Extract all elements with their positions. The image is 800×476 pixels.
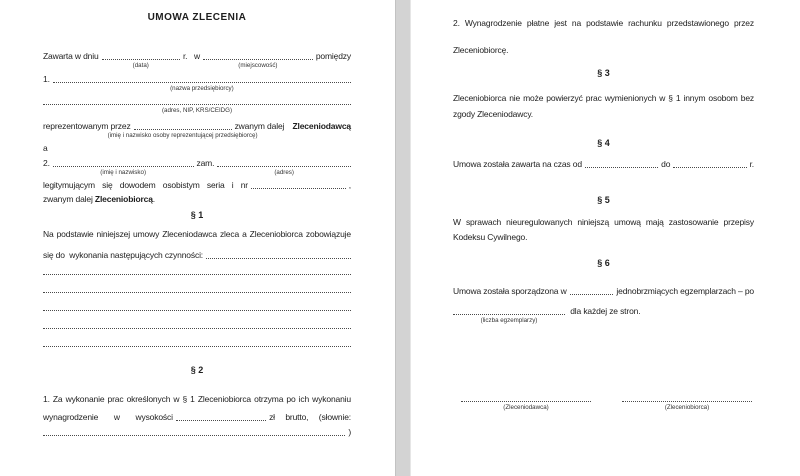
page-1 xyxy=(0,0,396,476)
text-segment: Na podstawie niniejszej umowy Zleceniodawca zleca a Zleceniobiorca zobowiązuje xyxy=(43,229,351,239)
clause1-text-1 xyxy=(43,229,351,240)
section-heading xyxy=(43,365,351,376)
signature-dotted-line xyxy=(622,393,752,402)
blank-dotted-line xyxy=(43,285,351,295)
field-label: (imię i nazwisko osoby reprezentującej przedsiębiorcę) xyxy=(107,132,258,139)
clause2-text-5 xyxy=(453,45,754,56)
title-text: UMOWA ZLECENIA xyxy=(147,12,247,23)
signature-dotted-line xyxy=(461,393,591,402)
clause6-text-1 xyxy=(453,286,754,297)
clause3-text-1 xyxy=(453,93,754,104)
text-segment: . xyxy=(152,194,156,204)
text-segment: r. xyxy=(749,159,754,169)
blank-dotted-line xyxy=(43,321,351,331)
dotted-fill-line xyxy=(43,346,351,347)
dotted-fill-line xyxy=(43,310,351,311)
text-segment: r. w xyxy=(182,51,201,61)
clause6-text-2 xyxy=(453,306,754,324)
section-heading xyxy=(453,195,754,206)
clause2-text-3 xyxy=(43,427,351,438)
field-label: (adres) xyxy=(274,169,294,176)
dotted-fill-line xyxy=(43,274,351,275)
clause2-text-4 xyxy=(453,18,754,29)
text-segment: Umowa została zawarta na czas od xyxy=(453,159,582,169)
text-segment: legitymującym się dowodem osobistym seria i nr xyxy=(43,180,248,190)
clause4-duration-line xyxy=(453,159,754,170)
party2-alias-line xyxy=(43,194,351,205)
conjunction-line xyxy=(43,143,351,154)
section-heading xyxy=(453,68,754,79)
text-segment: zam. xyxy=(196,158,215,168)
field-label: (nazwa przedsiębiorcy) xyxy=(170,85,234,92)
text-segment: zwanym dalej xyxy=(43,194,95,204)
heading-text: § 5 xyxy=(597,195,610,205)
text-segment: zwanym dalej xyxy=(234,121,287,131)
representative-line xyxy=(43,121,351,139)
heading-text: § 2 xyxy=(190,365,204,375)
text-segment: 2. xyxy=(43,158,50,168)
text-segment: Zawarta w dniu xyxy=(43,51,99,61)
party1-address-line xyxy=(43,96,351,114)
heading-text: § 1 xyxy=(190,210,204,220)
dotted-fill-line xyxy=(107,129,258,139)
dotted-fill-line xyxy=(43,292,351,293)
text-segment: pomiędzy xyxy=(315,51,351,61)
text-segment: ) xyxy=(348,427,351,437)
dotted-fill-line xyxy=(217,166,351,176)
dotted-fill-line xyxy=(53,82,351,92)
heading-text: § 3 xyxy=(597,68,610,78)
text-segment: zgody Zleceniodawcy. xyxy=(453,109,533,119)
section-heading xyxy=(453,258,754,269)
intro-line xyxy=(43,51,351,69)
text-segment: Umowa została sporządzona w xyxy=(453,286,567,296)
text-segment: 1. Za wykonanie prac określonych w § 1 Zleceniobiorca otrzyma po ich wykonaniu xyxy=(43,394,351,404)
field-label: (liczba egzemplarzy) xyxy=(480,317,538,324)
document-title xyxy=(43,12,351,24)
clause5-text-1 xyxy=(453,217,754,228)
text-segment: Zleceniobiorcę. xyxy=(453,45,509,55)
dotted-fill-line xyxy=(43,435,345,436)
signature-field xyxy=(461,393,591,411)
dotted-fill-line xyxy=(206,258,351,259)
text-segment: wynagrodzenie w wysokości xyxy=(43,412,173,422)
signature-label: (Zleceniodawca) xyxy=(503,404,549,411)
text-segment: Kodeksu Cywilnego. xyxy=(453,232,528,242)
text-segment: 1. xyxy=(43,74,50,84)
clause3-text-2 xyxy=(453,109,754,120)
clause1-text-2 xyxy=(43,250,351,261)
text-segment: Zleceniodawcą xyxy=(292,121,351,131)
party2-line xyxy=(43,158,351,176)
signature-row xyxy=(453,393,754,411)
field-label: (data) xyxy=(132,62,149,69)
section-heading xyxy=(453,138,754,149)
text-segment: Zleceniobiorcą xyxy=(94,194,153,204)
clause2-text-1 xyxy=(43,394,351,405)
field-label: (adres, NIP, KRS/CEIDG) xyxy=(161,107,233,114)
dotted-fill-line xyxy=(176,420,266,421)
blank-dotted-line xyxy=(43,339,351,349)
blank-dotted-line xyxy=(43,303,351,313)
text-segment: reprezentowanym przez xyxy=(43,121,131,131)
dotted-fill-line xyxy=(43,104,351,114)
dotted-fill-line xyxy=(251,188,346,189)
dotted-fill-line xyxy=(53,166,194,176)
page-2 xyxy=(410,0,800,476)
heading-text: § 4 xyxy=(597,138,610,148)
heading-text: § 6 xyxy=(597,258,610,268)
text-segment: 2. Wynagrodzenie płatne jest na podstawie rachunku przedstawionego przez xyxy=(453,18,754,28)
text-segment: zł brutto, (słownie: xyxy=(269,412,351,422)
party1-name-line xyxy=(43,74,351,92)
text-segment: jednobrzmiących egzemplarzach – po xyxy=(616,286,754,296)
signature-field xyxy=(622,393,752,411)
clause5-text-2 xyxy=(453,232,754,243)
signature-label: (Zleceniobiorca) xyxy=(664,404,710,411)
field-label: (imię i nazwisko) xyxy=(100,169,147,176)
section-heading xyxy=(43,210,351,221)
id-card-line xyxy=(43,180,351,191)
text-segment: a xyxy=(43,143,48,153)
text-segment: Zleceniobiorca nie może powierzyć prac wymienionych w § 1 innym osobom bez xyxy=(453,93,754,103)
text-segment: dla każdej ze stron. xyxy=(568,306,641,316)
field-label: (miejscowość) xyxy=(238,62,278,69)
blank-dotted-line xyxy=(43,267,351,277)
text-segment: do xyxy=(661,159,671,169)
dotted-fill-line xyxy=(453,314,565,324)
dotted-fill-line xyxy=(570,294,614,295)
clause2-text-2 xyxy=(43,412,351,423)
dotted-fill-line xyxy=(203,59,313,69)
dotted-fill-line xyxy=(43,328,351,329)
text-segment: W sprawach nieuregulowanych niniejszą umową mają zastosowanie przepisy xyxy=(453,217,754,227)
dotted-fill-line xyxy=(585,167,658,168)
text-segment: się do wykonania następujących czynności: xyxy=(43,250,204,260)
dotted-fill-line xyxy=(102,59,180,69)
text-segment: , xyxy=(348,180,351,190)
dotted-fill-line xyxy=(673,167,746,168)
